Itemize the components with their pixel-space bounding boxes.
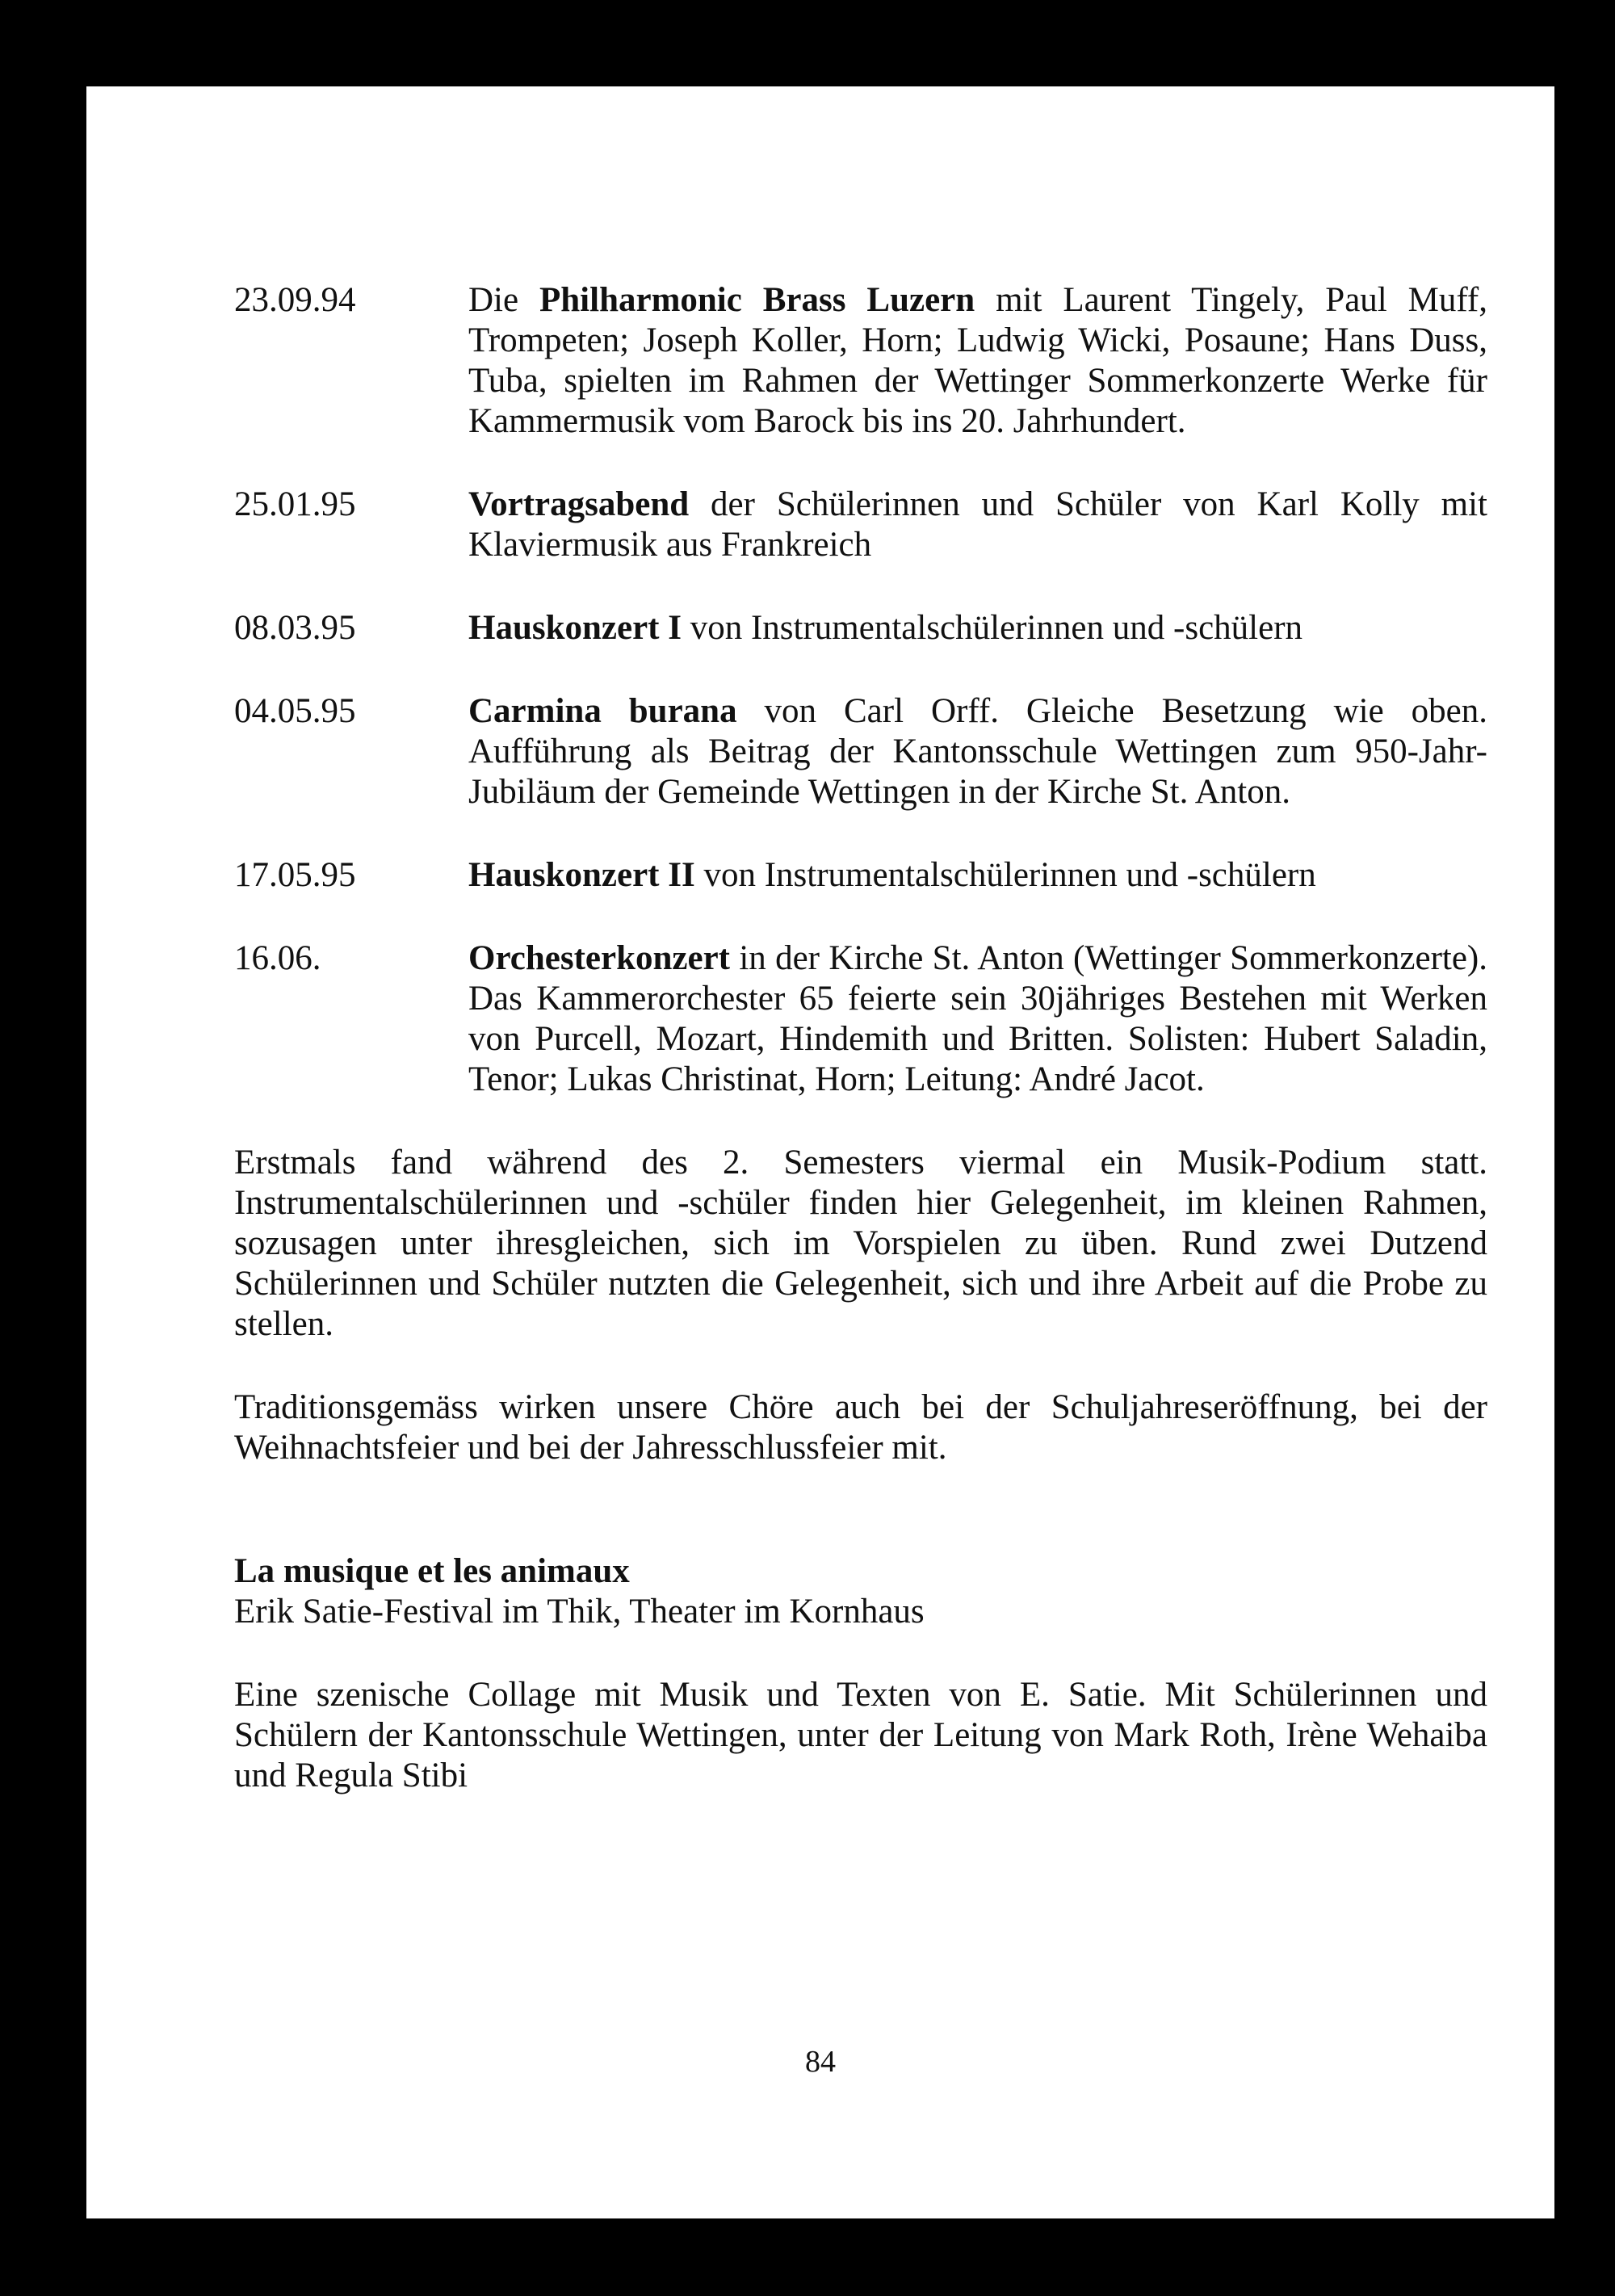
concert-entry (234, 485, 1487, 565)
entry-date: 17.05.95 (234, 856, 356, 894)
section-subtitle: Erik Satie-Festival im Thik, Theater im Kornhaus (234, 1593, 925, 1631)
concert-entry (234, 280, 1487, 442)
entry-text (468, 280, 1487, 442)
entry-title: Orchesterkonzert (468, 939, 730, 977)
entry-title: Hauskonzert I (468, 609, 682, 647)
entry-date: 16.06. (234, 939, 321, 977)
concert-entry (234, 608, 1487, 649)
entry-title: Carmina burana (468, 692, 737, 730)
page-number: 84 (805, 2045, 836, 2079)
entry-title: Hauskonzert II (468, 856, 695, 894)
entry-text (468, 855, 1487, 896)
concert-entry (234, 855, 1487, 896)
entry-text (468, 608, 1487, 649)
entry-text (468, 485, 1487, 565)
entry-description: von Carl Orff. Gleiche Besetzung wie oben. Aufführung als Beitrag der Kantonsschule Wettingen zum 950-Jahr-Jubiläum der Gemeinde Wettingen in der Kirche St. Anton. (468, 692, 1487, 811)
entry-text (468, 691, 1487, 812)
podium-paragraph: Erstmals fand während des 2. Semesters viermal ein Musik-Podium statt. Instrumentalschülerinnen und -schüler finden hier Gelegenheit, im kleinen Rahmen, sozusagen unter ihresgleichen, sich im Vorspielen zu üben. Rund zwei Dutzend Schülerinnen und Schüler nutzten die Gelegenheit, sich und ihre Arbeit auf die Probe zu stellen. (234, 1144, 1487, 1343)
entry-date: 25.01.95 (234, 485, 356, 523)
entry-date: 23.09.94 (234, 281, 356, 319)
entry-date: 04.05.95 (234, 692, 356, 730)
entry-title: Vortragsabend (468, 485, 690, 523)
section-title: La musique et les animaux (234, 1552, 630, 1590)
entry-description: von Instrumentalschülerinnen und -schülern (681, 609, 1303, 647)
entry-description: in der Kirche St. Anton (Wettinger Sommerkonzerte). Das Kammerorchester 65 feierte sein 30jähriges Bestehen mit Werken von Purcell, Mozart, Hindemith und Britten. Solisten: Hubert Saladin, Tenor; Lukas Christinat, Horn; Leitung: André Jacot. (468, 939, 1487, 1098)
entry-description: der Schülerinnen und Schüler von Karl Kolly mit Klaviermusik aus Frankreich (468, 485, 1487, 564)
concert-entry (234, 938, 1487, 1100)
choirs-paragraph: Traditionsgemäss wirken unsere Chöre auch bei der Schuljahreseröffnung, bei der Weihnachtsfeier und bei der Jahresschlussfeier mit. (234, 1388, 1487, 1467)
entry-text (468, 938, 1487, 1100)
concert-entry (234, 691, 1487, 812)
section-body: Eine szenische Collage mit Musik und Texten von E. Satie. Mit Schülerinnen und Schülern der Kantonsschule Wettingen, unter der Leitung von Mark Roth, Irène Wehaiba und Regula Stibi (234, 1676, 1487, 1794)
entry-description: mit Laurent Tingely, Paul Muff, Trompeten; Joseph Koller, Horn; Ludwig Wicki, Posaune; Hans Duss, Tuba, spielten im Rahmen der Wettinger Sommerkonzerte Werke für Kammermusik vom Barock bis ins 20. Jahrhundert. (468, 281, 1487, 440)
entry-title: Philharmonic Brass Luzern (539, 281, 975, 319)
entry-text-lead: Die (468, 281, 539, 319)
document-page (86, 86, 1554, 2218)
entry-description: von Instrumentalschülerinnen und -schülern (694, 856, 1316, 894)
entry-date: 08.03.95 (234, 609, 356, 647)
page-content (234, 280, 1487, 1796)
